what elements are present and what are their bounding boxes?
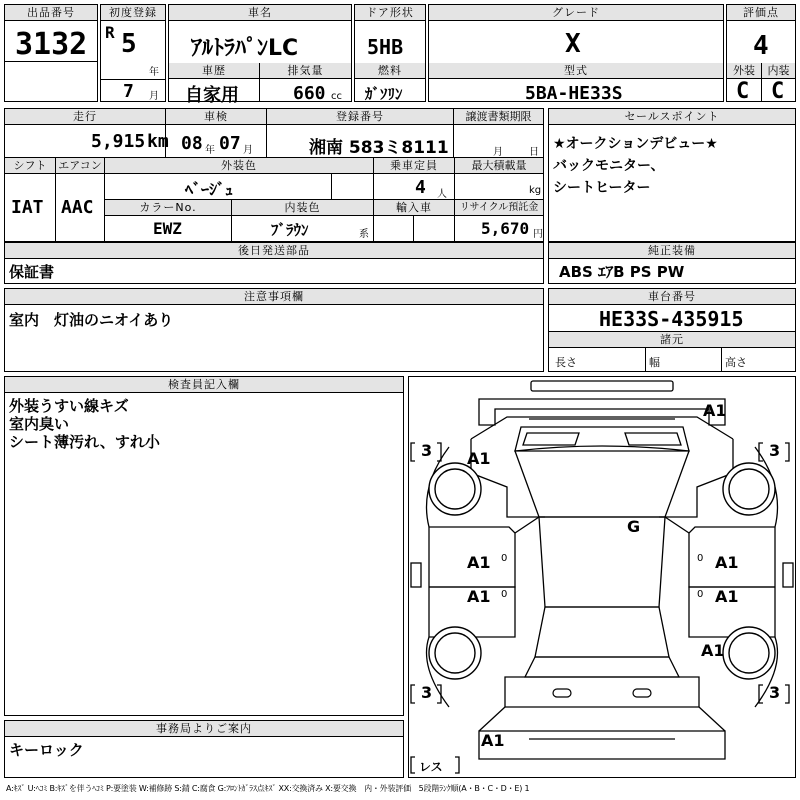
caution-text: 室内 灯油のニオイあり (9, 311, 174, 329)
inspector-line-3: シート薄汚れ、すれ小 (9, 433, 160, 451)
office-box (4, 720, 404, 778)
transfer-month-unit: 月 (493, 147, 503, 158)
mark-zero-left-front: 0 (501, 553, 508, 564)
grade-cell (428, 4, 724, 102)
tire-rear-right: 3 (769, 683, 781, 702)
score-cell (726, 4, 796, 102)
shift-label: シフト (5, 158, 55, 174)
shift: IAT (11, 197, 44, 218)
interior-color-label: 内装色 (232, 200, 373, 216)
interior-grade: C (771, 79, 785, 104)
car-diagram (408, 376, 796, 778)
damage-a1-front-right: A1 (703, 401, 727, 420)
registration-cell (100, 4, 166, 102)
month-unit: 月 (149, 91, 159, 102)
displacement-unit: cc (331, 91, 342, 102)
transfer-label: 譲渡書類期限 (454, 109, 543, 125)
spare-tire-none: レス (419, 760, 443, 774)
recycle-label: リサイクル預託金 (455, 200, 543, 216)
chassis-number: HE33S-435915 (599, 307, 744, 331)
exterior-color: ﾍﾞｰｼﾞｭ (185, 180, 234, 199)
damage-a1-right-front-door: A1 (715, 553, 739, 572)
inspection-month: 07 (219, 133, 241, 154)
inspection-month-unit: 月 (243, 145, 253, 156)
mileage-unit: km (147, 131, 169, 152)
sales-point-line-1: ★オークションデビュー★ (553, 136, 718, 152)
exterior-grade: C (736, 79, 750, 104)
genuine-equipment: ABS ｴｱB PS PW (559, 263, 685, 281)
mileage: 5,915 (91, 131, 146, 152)
recycle-fee: 5,670 (481, 219, 530, 238)
max-load-label: 最大積載量 (455, 158, 543, 174)
sales-point-box (548, 108, 796, 242)
later-parts-label: 後日発送部品 (5, 243, 543, 259)
mark-zero-right-front: 0 (697, 553, 704, 564)
fuel-label: 燃料 (355, 63, 425, 79)
air-conditioner: AAC (61, 197, 94, 218)
genuine-equipment-label: 純正装備 (549, 243, 795, 259)
sales-point-label: セールスポイント (549, 109, 795, 125)
width-label: 幅 (649, 356, 660, 369)
inspector-box (4, 376, 404, 716)
office-text: キーロック (9, 741, 84, 759)
fuel: ｶﾞｿﾘﾝ (365, 85, 403, 103)
recycle-unit: 円 (533, 229, 543, 240)
grade-label: グレード (429, 5, 723, 21)
office-label: 事務局よりご案内 (5, 721, 403, 737)
model-label: 型式 (429, 63, 723, 79)
inspector-line-2: 室内臭い (9, 415, 70, 433)
car-name-label: 車名 (169, 5, 351, 21)
lot-number-label: 出品番号 (5, 5, 97, 21)
capacity-unit: 人 (437, 189, 447, 200)
score-label: 評価点 (727, 5, 795, 21)
lot-number: 3132 (15, 27, 88, 62)
displacement-label: 排気量 (260, 63, 351, 79)
max-load-unit: kg (529, 185, 542, 196)
chassis-label: 車台番号 (549, 289, 795, 305)
damage-a1-right-rear-door: A1 (715, 587, 739, 606)
history: 自家用 (185, 85, 239, 106)
door-label: ドア形状 (355, 5, 425, 21)
capacity: 4 (415, 177, 426, 198)
specs-label: 諸元 (549, 331, 795, 348)
door-cell (354, 4, 426, 102)
mileage-label: 走行 (5, 109, 165, 125)
registration-month: 7 (123, 81, 134, 102)
history-label: 車歴 (169, 63, 259, 79)
capacity-label: 乗車定員 (374, 158, 454, 174)
mark-zero-left-rear: 0 (501, 589, 508, 600)
damage-a1-left-rear-door: A1 (467, 587, 491, 606)
damage-g-windshield: G (627, 517, 641, 536)
color-number-label: カラーNo. (105, 200, 231, 216)
interior-label: 内装 (762, 63, 795, 79)
tire-rear-left: 3 (421, 683, 433, 702)
tire-front-left: 3 (421, 441, 433, 460)
chassis-box (548, 288, 796, 372)
era: R (105, 23, 115, 42)
caution-box (4, 288, 544, 372)
legend: A:ｷｽﾞ U:ﾍｺﾐ B:ｷｽﾞを伴うﾍｺﾐ P:要塗装 W:補修跡 S:錆 C:腐食 G:ﾌﾛﾝﾄｶﾞﾗｽ点ｷｽﾞ XX:交換済み X:要交換 内・外装評価 5段階ﾗﾝｸ順(A・B・C・D・E) 1 (6, 784, 530, 793)
later-parts: 保証書 (9, 263, 55, 281)
car-outline (409, 377, 795, 777)
car-name-cell (168, 4, 352, 106)
grade: X (565, 29, 581, 59)
exterior-label: 外装 (727, 63, 761, 79)
inspection-label: 車検 (166, 109, 266, 125)
door-type: 5HB (367, 35, 404, 59)
height-label: 高さ (725, 356, 747, 369)
inspection-year: 08 (181, 133, 203, 154)
damage-a1-rear-right: A1 (701, 641, 725, 660)
inspector-line-1: 外装うすい線キズ (9, 397, 129, 415)
interior-color: ﾌﾞﾗｳﾝ (271, 221, 309, 239)
model: 5BA-HE33S (525, 83, 623, 104)
ac-label: エアコン (56, 158, 104, 174)
details-block (4, 108, 544, 242)
inspector-label: 検査員記入欄 (5, 377, 403, 393)
tire-front-right: 3 (769, 441, 781, 460)
plate-number: 湘南 583ミ8111 (309, 138, 449, 158)
exterior-color-label: 外装色 (105, 158, 373, 174)
lot-number-cell (4, 4, 98, 102)
transfer-day-unit: 日 (529, 147, 539, 158)
sales-point-line-3: シートヒーター (553, 180, 651, 196)
later-parts-box (4, 242, 544, 284)
first-registration-label: 初度登録 (101, 5, 165, 21)
sales-point-line-2: バックモニター、 (553, 158, 665, 174)
length-label: 長さ (555, 356, 577, 369)
plate-label: 登録番号 (267, 109, 453, 125)
displacement: 660 (293, 83, 326, 104)
score: 4 (753, 31, 769, 61)
damage-a1-front-left: A1 (467, 449, 491, 468)
caution-label: 注意事項欄 (5, 289, 543, 305)
registration-year: 5 (121, 29, 137, 59)
interior-color-unit: 系 (359, 229, 369, 240)
genuine-equipment-box (548, 242, 796, 284)
damage-a1-rear-bumper: A1 (481, 731, 505, 750)
damage-a1-left-front-door: A1 (467, 553, 491, 572)
car-name: ｱﾙﾄﾗﾊﾟﾝLC (191, 36, 299, 61)
year-unit: 年 (149, 67, 159, 78)
import-label: 輸入車 (374, 200, 454, 216)
inspection-year-unit: 年 (205, 145, 215, 156)
mark-zero-right-rear: 0 (697, 589, 704, 600)
color-number: EWZ (153, 219, 182, 238)
